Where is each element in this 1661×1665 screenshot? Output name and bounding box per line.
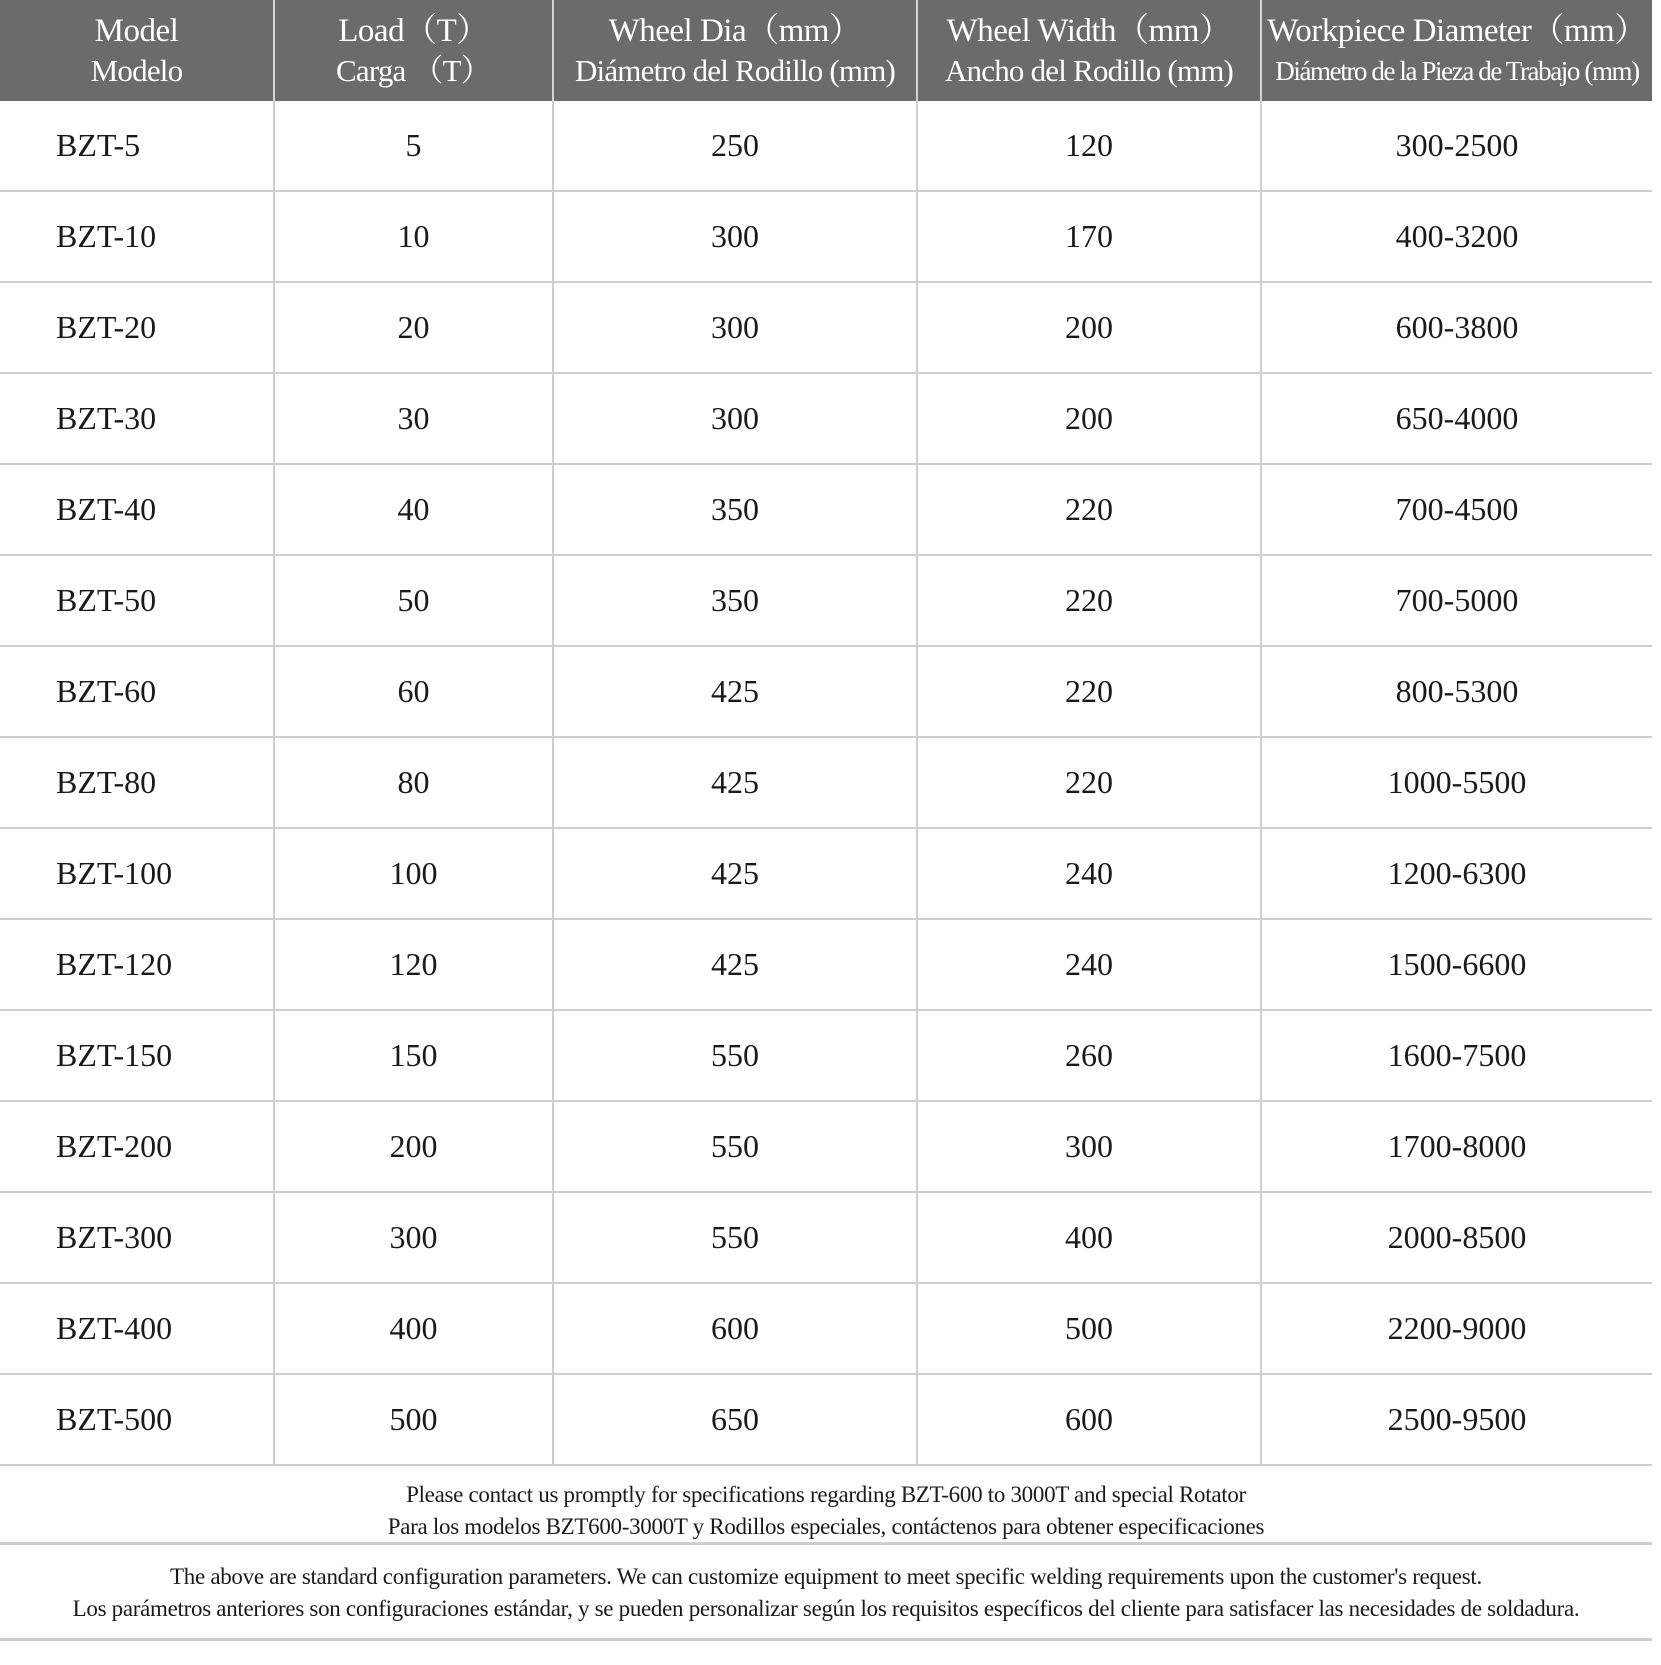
cell-wheel-width: 400 <box>917 1192 1261 1283</box>
cell-workpiece-diameter: 600-3800 <box>1261 282 1652 373</box>
cell-model: BZT-30 <box>0 373 274 464</box>
table-row <box>0 101 1652 191</box>
cell-workpiece-diameter: 300-2500 <box>1261 101 1652 191</box>
table-row <box>0 191 1652 282</box>
cell-wheel-diameter: 425 <box>553 919 917 1010</box>
cell-model: BZT-5 <box>0 101 274 191</box>
cell-wheel-width: 220 <box>917 555 1261 646</box>
cell-model: BZT-200 <box>0 1101 274 1192</box>
cell-workpiece-diameter: 2200-9000 <box>1261 1283 1652 1374</box>
header-load: Load（T） Carga （T） <box>274 0 553 101</box>
cell-wheel-diameter: 300 <box>553 282 917 373</box>
cell-load: 60 <box>274 646 553 737</box>
cell-load: 30 <box>274 373 553 464</box>
cell-model: BZT-100 <box>0 828 274 919</box>
contact-note-en: Please contact us promptly for specifications regarding BZT-600 to 3000T and special Rotator <box>406 1482 1246 1507</box>
cell-workpiece-diameter: 1700-8000 <box>1261 1101 1652 1192</box>
cell-wheel-width: 220 <box>917 464 1261 555</box>
table-row <box>0 1283 1652 1374</box>
cell-model: BZT-20 <box>0 282 274 373</box>
cell-load: 200 <box>274 1101 553 1192</box>
cell-load: 150 <box>274 1010 553 1101</box>
cell-workpiece-diameter: 400-3200 <box>1261 191 1652 282</box>
cell-model: BZT-40 <box>0 464 274 555</box>
standard-note-es: Los parámetros anteriores son configuraciones estándar, y se pueden personalizar según los requisitos específicos del cliente para satisfacer las necesidades de soldadura. <box>72 1596 1580 1621</box>
cell-load: 20 <box>274 282 553 373</box>
table-row <box>0 737 1652 828</box>
cell-load: 40 <box>274 464 553 555</box>
cell-model: BZT-400 <box>0 1283 274 1374</box>
cell-wheel-width: 170 <box>917 191 1261 282</box>
cell-wheel-width: 240 <box>917 828 1261 919</box>
cell-load: 80 <box>274 737 553 828</box>
cell-model: BZT-150 <box>0 1010 274 1101</box>
cell-load: 400 <box>274 1283 553 1374</box>
cell-wheel-width: 260 <box>917 1010 1261 1101</box>
cell-wheel-diameter: 350 <box>553 555 917 646</box>
cell-workpiece-diameter: 1200-6300 <box>1261 828 1652 919</box>
cell-wheel-width: 220 <box>917 646 1261 737</box>
cell-wheel-diameter: 550 <box>553 1101 917 1192</box>
table-row <box>0 646 1652 737</box>
table-row <box>0 555 1652 646</box>
contact-note <box>0 1466 1652 1545</box>
header-wheel-width: Wheel Width（mm） Ancho del Rodillo (mm) <box>917 0 1261 101</box>
cell-wheel-diameter: 300 <box>553 373 917 464</box>
cell-load: 300 <box>274 1192 553 1283</box>
cell-wheel-width: 120 <box>917 101 1261 191</box>
table-row <box>0 464 1652 555</box>
cell-model: BZT-80 <box>0 737 274 828</box>
cell-workpiece-diameter: 2500-9500 <box>1261 1374 1652 1465</box>
table-row <box>0 1192 1652 1283</box>
cell-model: BZT-300 <box>0 1192 274 1283</box>
table-row <box>0 1010 1652 1101</box>
cell-wheel-width: 200 <box>917 373 1261 464</box>
cell-workpiece-diameter: 2000-8500 <box>1261 1192 1652 1283</box>
cell-workpiece-diameter: 800-5300 <box>1261 646 1652 737</box>
cell-wheel-diameter: 550 <box>553 1192 917 1283</box>
cell-workpiece-diameter: 1000-5500 <box>1261 737 1652 828</box>
cell-wheel-diameter: 425 <box>553 828 917 919</box>
header-row <box>0 0 1652 101</box>
table-body <box>0 101 1652 1465</box>
header-workpiece-diameter: Workpiece Diameter（mm） Diámetro de la Pieza de Trabajo (mm) <box>1261 0 1652 101</box>
cell-load: 100 <box>274 828 553 919</box>
cell-model: BZT-500 <box>0 1374 274 1465</box>
cell-wheel-diameter: 300 <box>553 191 917 282</box>
cell-wheel-diameter: 550 <box>553 1010 917 1101</box>
cell-wheel-diameter: 600 <box>553 1283 917 1374</box>
contact-note-es: Para los modelos BZT600-3000T y Rodillos especiales, contáctenos para obtener especificaciones <box>387 1514 1265 1539</box>
cell-wheel-diameter: 350 <box>553 464 917 555</box>
cell-workpiece-diameter: 700-5000 <box>1261 555 1652 646</box>
header-wheel-diameter: Wheel Dia（mm） Diámetro del Rodillo (mm) <box>553 0 917 101</box>
cell-wheel-width: 500 <box>917 1283 1261 1374</box>
cell-wheel-diameter: 425 <box>553 646 917 737</box>
cell-wheel-diameter: 650 <box>553 1374 917 1465</box>
standard-config-note <box>0 1545 1652 1641</box>
cell-load: 5 <box>274 101 553 191</box>
table-row <box>0 1374 1652 1465</box>
table-row <box>0 373 1652 464</box>
cell-wheel-diameter: 425 <box>553 737 917 828</box>
cell-model: BZT-50 <box>0 555 274 646</box>
cell-wheel-width: 300 <box>917 1101 1261 1192</box>
table-row <box>0 919 1652 1010</box>
table-row <box>0 1101 1652 1192</box>
cell-load: 10 <box>274 191 553 282</box>
table-row <box>0 282 1652 373</box>
cell-load: 50 <box>274 555 553 646</box>
cell-wheel-width: 600 <box>917 1374 1261 1465</box>
cell-load: 500 <box>274 1374 553 1465</box>
cell-workpiece-diameter: 650-4000 <box>1261 373 1652 464</box>
cell-wheel-width: 240 <box>917 919 1261 1010</box>
cell-wheel-width: 220 <box>917 737 1261 828</box>
table-header <box>0 0 1652 101</box>
cell-wheel-width: 200 <box>917 282 1261 373</box>
cell-load: 120 <box>274 919 553 1010</box>
cell-model: BZT-10 <box>0 191 274 282</box>
cell-workpiece-diameter: 700-4500 <box>1261 464 1652 555</box>
cell-model: BZT-120 <box>0 919 274 1010</box>
header-model: Model Modelo <box>0 0 274 101</box>
cell-wheel-diameter: 250 <box>553 101 917 191</box>
cell-workpiece-diameter: 1600-7500 <box>1261 1010 1652 1101</box>
cell-model: BZT-60 <box>0 646 274 737</box>
table-row <box>0 828 1652 919</box>
cell-workpiece-diameter: 1500-6600 <box>1261 919 1652 1010</box>
standard-note-en: The above are standard configuration parameters. We can customize equipment to meet specific welding requirements upon the customer's request. <box>170 1564 1482 1589</box>
